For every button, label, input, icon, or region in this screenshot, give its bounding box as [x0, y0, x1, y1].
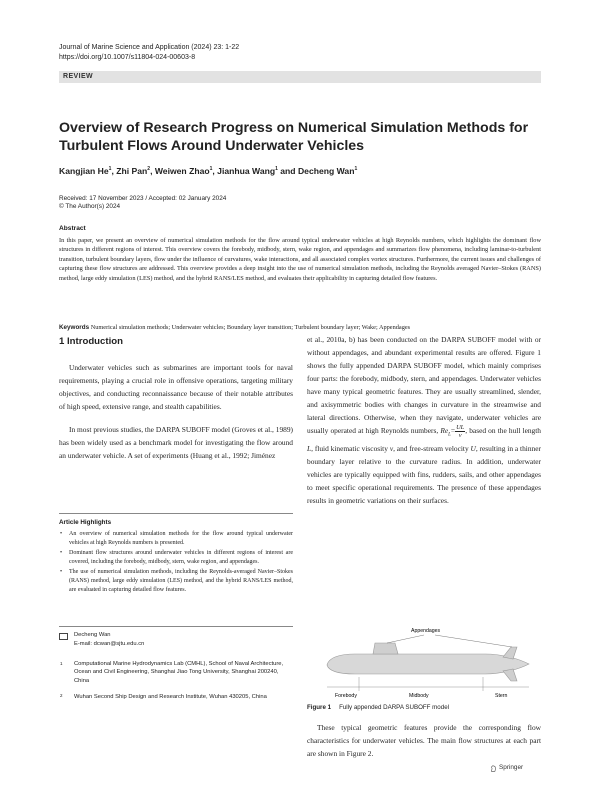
springer-horse-icon	[490, 765, 497, 772]
journal-citation: Journal of Marine Science and Application (2024) 23: 1-22	[59, 44, 240, 51]
submarine-diagram	[307, 621, 541, 703]
sail-shape	[373, 643, 398, 654]
highlight-item: • Dominant flow structures around underwater vehicles in different regions of interest are covered, including the forebody, midbody, stern, wake region, and appendages.	[59, 549, 293, 566]
corresponding-author: Decheng Wan	[74, 632, 111, 638]
highlight-item: • An overview of numerical simulation methods for the flow around typical underwater vehicles at high Reynolds numbers is presented.	[59, 530, 293, 547]
label-stern: Stern	[495, 693, 508, 699]
figure-1-caption	[307, 704, 449, 711]
copyright-notice: © The Author(s) 2024	[59, 203, 121, 210]
figure-caption-text: Fully appended DARPA SUBOFF model	[339, 704, 450, 711]
intro-paragraph-1: Underwater vehicles such as submarines are important tools for naval requirements, playing a crucial role in offensive operations, targeting military objectives, and conducting reconnaissance because of their notable attributes of high speed, extensive range, and stealth capabilities.	[59, 363, 293, 411]
article-type-bar: REVIEW	[59, 71, 541, 83]
highlight-item: • The use of numerical simulation methods, including the Reynolds-averaged Navier–Stokes (RANS) method, large eddy simulation (LES) method, and the hybrid RANS/LES method, are evaluated in capturing detailed flow features.	[59, 568, 293, 594]
highlights-heading: Article Highlights	[59, 519, 112, 526]
article-dates	[59, 195, 226, 211]
section-heading-introduction: 1 Introduction	[59, 336, 123, 347]
author-affiliation-mark: 2	[147, 166, 151, 173]
label-forebody: Forebody	[335, 693, 357, 699]
keywords-label: Keywords	[59, 324, 90, 331]
highlights-list	[59, 530, 293, 596]
appendage-pointer	[387, 635, 424, 643]
label-appendages: Appendages	[411, 628, 441, 634]
keywords-text: Numerical simulation methods; Underwater vehicles; Boundary layer transition; Turbulent boundary layer; Wake; Appendages	[90, 324, 411, 331]
intro-paragraph-3: These typical geometric features provide the corresponding flow characteristics for underwater vehicles. The main flow structures at each part are shown in Figure 2.	[307, 723, 541, 758]
affiliation-1: Computational Marine Hydrodynamics Lab (CMHL), School of Naval Architecture, Ocean and Civil Engineering, Shanghai Jiao Tong University, Shanghai 200240, China	[74, 661, 284, 684]
author-name[interactable]: Decheng Wan	[297, 166, 355, 176]
author-list: Kangjian He$^1$, Zhi Pan$^2$, Weiwen Zhao$^1$, Jianhua Wang$^1$ and Decheng Wan$^1$	[59, 166, 358, 176]
journal-header	[59, 43, 239, 63]
highlights-bottom-divider	[59, 626, 293, 627]
correspondence	[74, 631, 144, 649]
affiliation-2: Wuhan Second Ship Design and Research Institute, Wuhan 430205, China	[74, 694, 267, 700]
doi-link[interactable]: https://doi.org/10.1007/s11804-024-00603-8	[59, 54, 196, 61]
abstract-text: In this paper, we present an overview of numerical simulation methods for the flow around typical underwater vehicles at high Reynolds numbers, which highlights the dominant flow structures in different regions of interest. This overview covers the forebody, midbody, stern, wake region, and appendages and summarizes flow phenomena, including laminar-to-turbulent transition, turbulent boundary layers, flow under the influence of curvatures, wake interactions, and all associated complex vortex structures. Furthermore, the current issues and challenges of capturing these flow structures are addressed. This overview provides a deep insight into the use of numerical simulation methods, including the Reynolds averaged Navier–Stokes (RANS) method, large eddy simulation (LES) method, and the hybrid RANS/LES method, and evaluates their applicability in capturing detailed flow features.	[59, 237, 541, 282]
author-affiliation-mark: 1	[209, 166, 213, 173]
hull-shape	[327, 654, 529, 674]
author-affiliation-mark: 1	[108, 166, 112, 173]
author-affiliation-mark: 1	[354, 166, 358, 173]
affiliation-number: 1	[60, 661, 63, 666]
received-accepted-dates: Received: 17 November 2023 / Accepted: 02 January 2024	[59, 195, 227, 202]
lower-fin-shape	[503, 669, 517, 681]
highlights-top-divider	[59, 513, 293, 514]
envelope-icon	[59, 633, 68, 640]
intro-paragraph-2-continued: et al., 2010a, b) has been conducted on the DARPA SUBOFF model with or without appendages, and abundant experimental results are offered. Figure 1 shows the fully appended DARPA SUBOFF model, which mainly comprises four parts: the forebody, midbody, stern, and appendages. Underwater vehicles have many typical geometric features. They are usually streamlined, slender, and axisymmetric bodies with changes in curvature in the streamwise and lateral directions. Otherwise, when they navigate, underwater vehicles are usually operated at high Reynolds numbers, $Re_L=$ $\frac{UL}{\nu}$ , based on the hull length L, fluid kinematic viscosity ν, and free-stream velocity U, resulting in a thinner boundary layer relative to the curvature radius. In addition, underwater vehicles are typically equipped with fins, rudders, sails, and other appendages to meet specific operational requirements. The presence of these appendages results in geometric variations on their surfaces.	[307, 335, 541, 505]
reynolds-symbol: $Re_L$	[440, 426, 451, 438]
affiliation-number: 2	[60, 693, 63, 698]
figure-1-suboff-model	[307, 621, 541, 703]
figure-caption-label: Figure 1	[307, 704, 332, 711]
author-name[interactable]: Jianhua Wang	[217, 166, 276, 176]
reynolds-fraction: $\frac{UL}{\nu}$	[456, 424, 465, 439]
corresponding-email[interactable]: E-mail: dcwan@sjtu.edu.cn	[74, 641, 145, 647]
label-midbody: Midbody	[409, 693, 429, 699]
author-name[interactable]: Weiwen Zhao	[154, 166, 210, 176]
abstract-heading: Abstract	[59, 225, 86, 232]
keywords	[59, 323, 541, 332]
author-name[interactable]: Zhi Pan	[116, 166, 148, 176]
author-name[interactable]: Kangjian He	[59, 166, 109, 176]
upper-fin-shape	[503, 647, 517, 659]
article-title: Overview of Research Progress on Numerical Simulation Methods for Turbulent Flows Around Underwater Vehicles	[59, 120, 529, 154]
intro-paragraph-2: In most previous studies, the DARPA SUBOFF model (Groves et al., 1989) has been widely used as a benchmark model for investigating the flow around an underwater vehicle. A set of experiments (Huang et al., 1992; Jiménez	[59, 425, 293, 460]
appendage-pointer	[435, 635, 512, 647]
publisher-logo-text: Springer	[499, 764, 524, 771]
author-affiliation-mark: 1	[275, 166, 278, 173]
